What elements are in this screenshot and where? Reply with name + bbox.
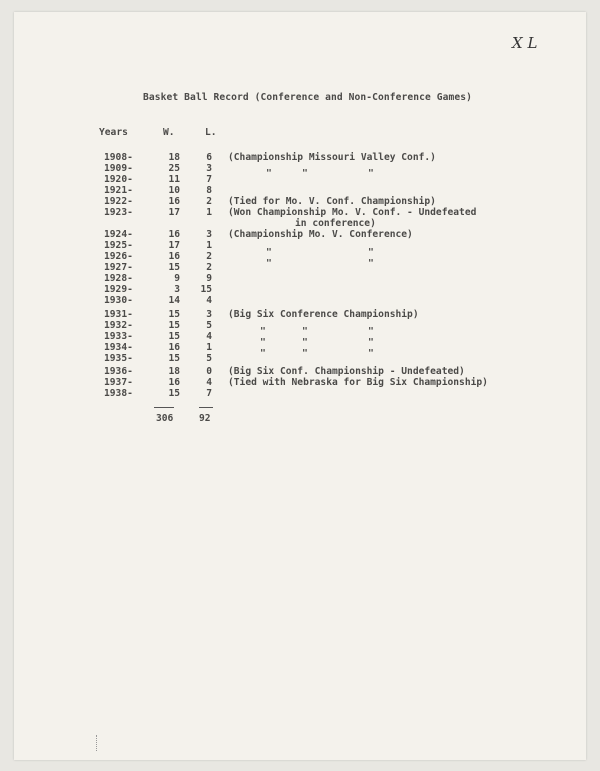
- row-losses: 9: [206, 273, 212, 284]
- row-losses: 7: [206, 388, 212, 399]
- row-wins: 15: [168, 353, 180, 364]
- row-wins: 15: [168, 331, 180, 342]
- row-losses: 1: [206, 342, 212, 353]
- row-year: 1929-: [104, 284, 133, 295]
- row-losses: 2: [206, 196, 212, 207]
- row-note: (Championship Mo. V. Conference): [228, 229, 413, 240]
- ditto-mark: ": [302, 168, 308, 179]
- row-year: 1908-: [104, 152, 133, 163]
- row-wins: 17: [168, 240, 180, 251]
- table-row: [0, 163, 600, 174]
- row-wins: 9: [174, 273, 180, 284]
- row-losses: 3: [206, 229, 212, 240]
- wins-total: 306: [156, 413, 174, 424]
- table-row: [0, 152, 600, 163]
- ditto-mark: ": [368, 326, 374, 337]
- row-wins: 17: [168, 207, 180, 218]
- table-row: [0, 388, 600, 399]
- ditto-mark: ": [260, 326, 266, 337]
- row-wins: 18: [168, 152, 180, 163]
- row-year: 1930-: [104, 295, 133, 306]
- row-wins: 15: [168, 262, 180, 273]
- ditto-mark: ": [368, 337, 374, 348]
- row-note: (Tied for Mo. V. Conf. Championship): [228, 196, 436, 207]
- table-row: [0, 342, 600, 353]
- table-row: [0, 331, 600, 342]
- ditto-mark: ": [368, 348, 374, 359]
- table-row: [0, 218, 600, 229]
- row-wins: 15: [168, 320, 180, 331]
- row-wins: 25: [168, 163, 180, 174]
- ditto-mark: ": [266, 168, 272, 179]
- wins-total-rule: [154, 407, 174, 408]
- row-wins: 18: [168, 366, 180, 377]
- document-title: Basket Ball Record (Conference and Non-Conference Games): [143, 92, 473, 103]
- table-row: [0, 353, 600, 364]
- table-row: [0, 309, 600, 320]
- table-row: [0, 366, 600, 377]
- row-losses: 4: [206, 295, 212, 306]
- paper-mark: [96, 735, 103, 751]
- row-note: in conference): [295, 218, 376, 229]
- ditto-mark: ": [302, 326, 308, 337]
- row-note: (Big Six Conf. Championship - Undefeated): [228, 366, 465, 377]
- row-losses: 3: [206, 163, 212, 174]
- row-losses: 2: [206, 262, 212, 273]
- row-year: 1925-: [104, 240, 133, 251]
- table-row: [0, 207, 600, 218]
- row-losses: 4: [206, 377, 212, 388]
- row-losses: 15: [200, 284, 212, 295]
- row-year: 1936-: [104, 366, 133, 377]
- losses-total: 92: [199, 413, 211, 424]
- row-year: 1933-: [104, 331, 133, 342]
- table-row: [0, 284, 600, 295]
- row-note: (Tied with Nebraska for Big Six Championship): [228, 377, 488, 388]
- table-row: [0, 174, 600, 185]
- row-year: 1937-: [104, 377, 133, 388]
- row-losses: 5: [206, 320, 212, 331]
- table-row: [0, 229, 600, 240]
- row-year: 1926-: [104, 251, 133, 262]
- row-year: 1932-: [104, 320, 133, 331]
- row-losses: 5: [206, 353, 212, 364]
- table-row: [0, 196, 600, 207]
- row-note: (Won Championship Mo. V. Conf. - Undefeated: [228, 207, 477, 218]
- row-year: 1924-: [104, 229, 133, 240]
- years-header: Years: [99, 127, 128, 138]
- table-row: [0, 185, 600, 196]
- row-losses: 1: [206, 240, 212, 251]
- row-year: 1922-: [104, 196, 133, 207]
- row-wins: 16: [168, 342, 180, 353]
- table-row: [0, 320, 600, 331]
- row-year: 1923-: [104, 207, 133, 218]
- row-wins: 3: [174, 284, 180, 295]
- row-year: 1931-: [104, 309, 133, 320]
- handwritten-corner-mark: X L: [512, 34, 538, 52]
- ditto-mark: ": [260, 348, 266, 359]
- ditto-mark: ": [368, 258, 374, 269]
- row-year: 1935-: [104, 353, 133, 364]
- row-wins: 11: [168, 174, 180, 185]
- row-wins: 15: [168, 388, 180, 399]
- row-year: 1921-: [104, 185, 133, 196]
- ditto-mark: ": [266, 247, 272, 258]
- row-year: 1927-: [104, 262, 133, 273]
- table-row: [0, 262, 600, 273]
- row-losses: 1: [206, 207, 212, 218]
- row-wins: 16: [168, 196, 180, 207]
- row-year: 1909-: [104, 163, 133, 174]
- row-wins: 14: [168, 295, 180, 306]
- losses-total-rule: [199, 407, 213, 408]
- table-row: [0, 377, 600, 388]
- row-losses: 6: [206, 152, 212, 163]
- ditto-mark: ": [368, 168, 374, 179]
- row-year: 1928-: [104, 273, 133, 284]
- row-year: 1934-: [104, 342, 133, 353]
- ditto-mark: ": [302, 348, 308, 359]
- row-wins: 16: [168, 229, 180, 240]
- table-row: [0, 273, 600, 284]
- table-row: [0, 240, 600, 251]
- row-losses: 4: [206, 331, 212, 342]
- row-wins: 15: [168, 309, 180, 320]
- row-losses: 0: [206, 366, 212, 377]
- row-year: 1938-: [104, 388, 133, 399]
- ditto-mark: ": [302, 337, 308, 348]
- row-note: (Big Six Conference Championship): [228, 309, 419, 320]
- row-year: 1920-: [104, 174, 133, 185]
- ditto-mark: ": [368, 247, 374, 258]
- row-losses: 3: [206, 309, 212, 320]
- row-note: (Championship Missouri Valley Conf.): [228, 152, 436, 163]
- table-row: [0, 295, 600, 306]
- row-losses: 2: [206, 251, 212, 262]
- row-wins: 10: [168, 185, 180, 196]
- losses-header: L.: [205, 127, 217, 138]
- row-losses: 7: [206, 174, 212, 185]
- row-wins: 16: [168, 377, 180, 388]
- ditto-mark: ": [266, 258, 272, 269]
- wins-header: W.: [163, 127, 175, 138]
- row-losses: 8: [206, 185, 212, 196]
- row-wins: 16: [168, 251, 180, 262]
- table-row: [0, 251, 600, 262]
- ditto-mark: ": [260, 337, 266, 348]
